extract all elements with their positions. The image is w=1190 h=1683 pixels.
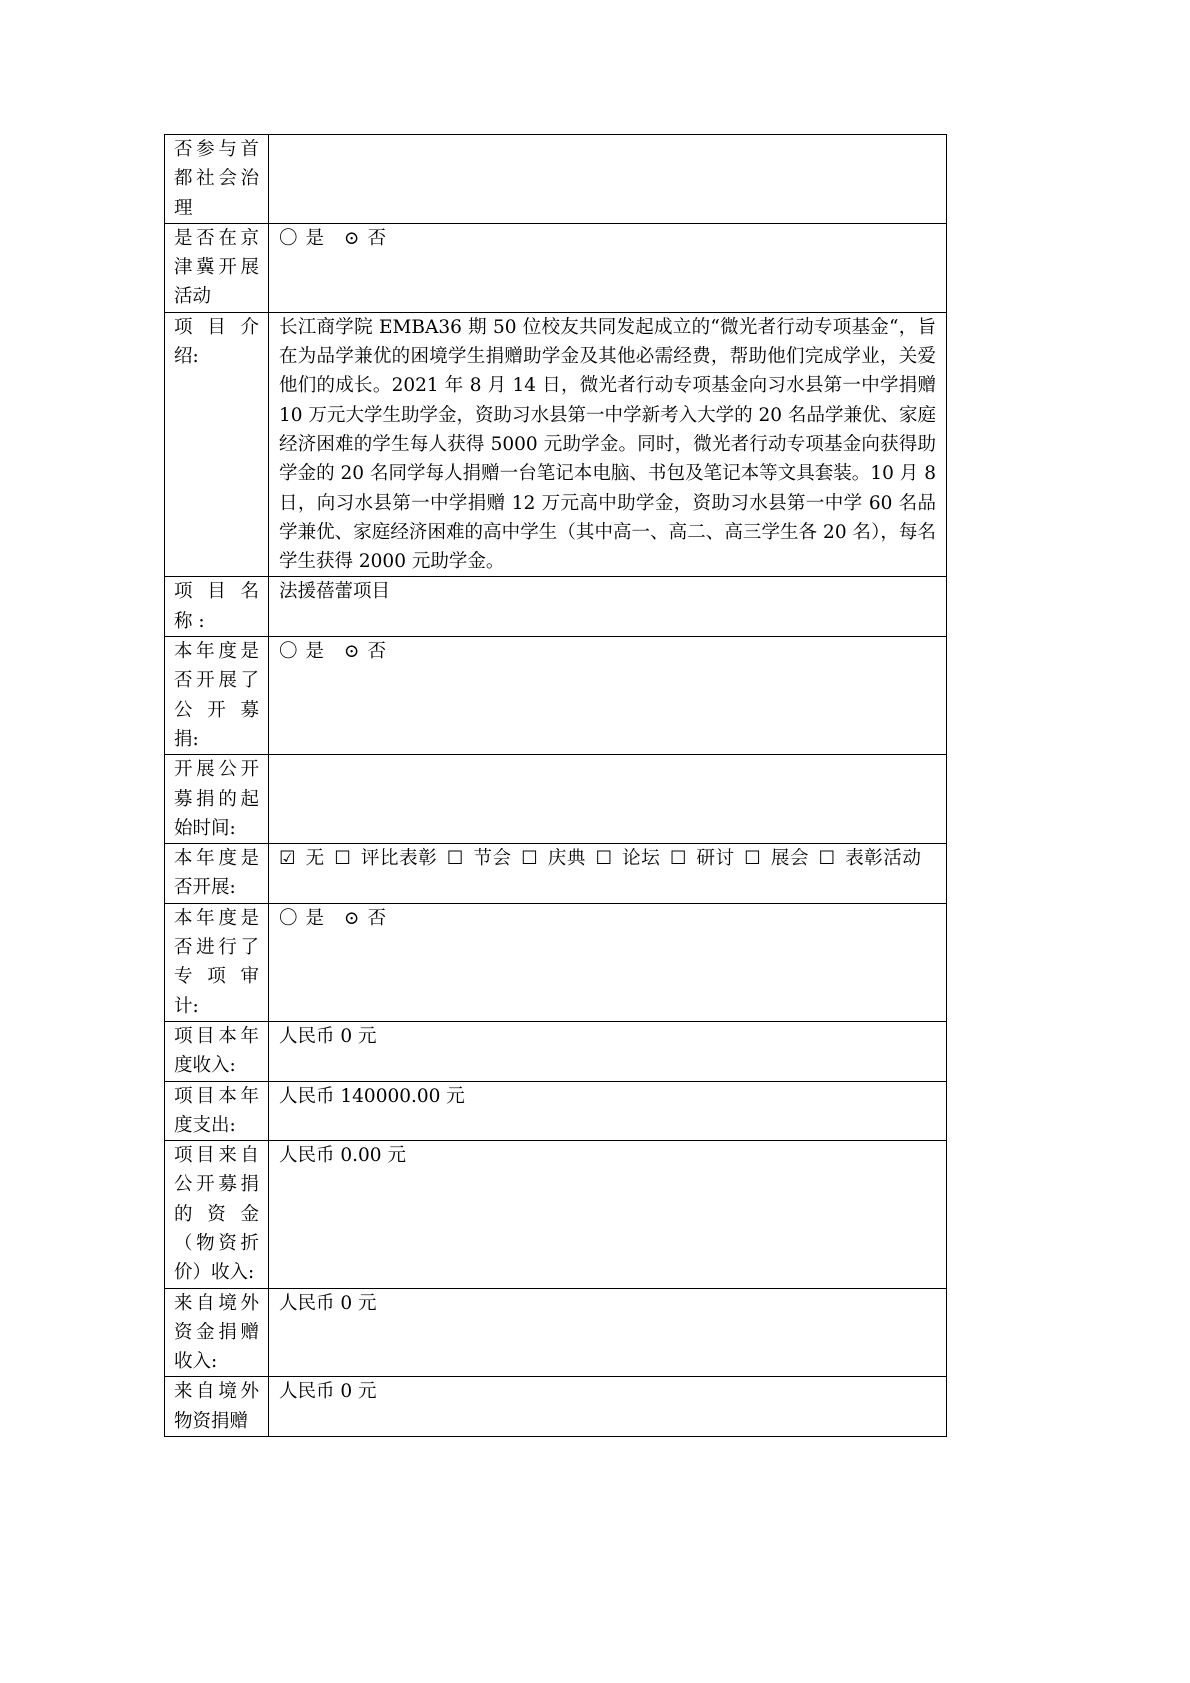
label-line: 称 :	[174, 610, 205, 632]
row-label	[165, 844, 269, 904]
label-line: （物资折	[174, 1232, 259, 1254]
row-annual-income	[165, 1021, 947, 1081]
row-label	[165, 1288, 269, 1377]
label-line: 活动	[174, 286, 212, 308]
row-label	[165, 223, 269, 312]
row-capital-social-governance	[165, 135, 947, 224]
label-line: 的 资 金	[174, 1203, 259, 1225]
overseas-material-donation-value: 人民币 0 元	[269, 1377, 947, 1437]
option-label: 是	[305, 227, 325, 249]
label-line: 资金捐赠	[174, 1321, 259, 1343]
option-label: 否	[367, 227, 386, 249]
row-project-intro	[165, 312, 947, 577]
radio-option-no[interactable]	[344, 641, 386, 662]
label-line: 本年度是	[174, 907, 259, 929]
label-line: 否开展:	[174, 877, 236, 899]
label-line: 项目本年	[174, 1085, 259, 1107]
label-line: 来自境外	[174, 1381, 259, 1403]
row-jingjinji-activity	[165, 223, 947, 312]
row-fundraising-start-time	[165, 755, 947, 844]
project-info-table	[164, 134, 947, 1437]
row-overseas-fund-donation	[165, 1288, 947, 1377]
row-label	[165, 1021, 269, 1081]
public-fundraising-income-value: 人民币 0.00 元	[269, 1141, 947, 1288]
row-label	[165, 1141, 269, 1288]
label-line: 本年度是	[174, 641, 259, 663]
label-line: 否参与首	[174, 139, 259, 160]
radio-option-yes[interactable]	[279, 641, 324, 662]
radio-unselected-icon: 〇	[279, 227, 298, 249]
label-line: 项 目 名	[174, 581, 259, 603]
row-project-name	[165, 577, 947, 637]
row-label	[165, 135, 269, 224]
row-value	[269, 135, 947, 224]
row-special-audit	[165, 903, 947, 1021]
row-value	[269, 903, 947, 1021]
label-line: 绍:	[174, 346, 199, 368]
row-activities	[165, 844, 947, 904]
radio-selected-icon: ⊙	[343, 227, 360, 249]
label-line: 专 项 审	[174, 966, 259, 988]
label-line: 度支出:	[174, 1114, 236, 1136]
row-label	[165, 755, 269, 844]
row-label	[165, 1377, 269, 1437]
option-label: 是	[305, 907, 325, 929]
label-line: 项目来自	[174, 1145, 259, 1167]
activity-checkboxes[interactable]: ☑ 无 ☐ 评比表彰 ☐ 节会 ☐ 庆典 ☐ 论坛 ☐ 研讨 ☐ 展会 ☐ 表彰活动	[269, 844, 947, 904]
label-line: 度收入:	[174, 1055, 236, 1077]
radio-unselected-icon: 〇	[279, 641, 298, 663]
label-line: 收入:	[174, 1351, 218, 1373]
label-line: 计:	[174, 995, 199, 1017]
annual-expense-value: 人民币 140000.00 元	[269, 1081, 947, 1141]
row-label	[165, 637, 269, 755]
label-line: 来自境外	[174, 1292, 259, 1314]
label-line: 价）收入:	[174, 1262, 255, 1284]
label-line: 公开募捐	[174, 1174, 259, 1196]
label-line: 津冀开展	[174, 257, 259, 279]
label-line: 始时间:	[174, 817, 236, 839]
project-name-value: 法援蓓蕾项目	[269, 577, 947, 637]
label-line: 否进行了	[174, 937, 259, 959]
radio-selected-icon: ⊙	[343, 641, 360, 663]
annual-income-value: 人民币 0 元	[269, 1021, 947, 1081]
row-value	[269, 755, 947, 844]
row-public-fundraising	[165, 637, 947, 755]
project-intro-text: 长江商学院 EMBA36 期 50 位校友共同发起成立的“微光者行动专项基金“，旨在为品学兼优的困境学生捐赠助学金及其他必需经费，帮助他们完成学业，关爱他们的成长。2021 年 8 月 14 日，微光者行动专项基金向习水县第一中学捐赠 10 万元大学生助学金，资助习水县第一中学新考入大学的 20 名品学兼优、家庭经济困难的学生每人获得 5000 元助学金。同时，微光者行动专项基金向获得助学金的 20 名同学每人捐赠一台笔记本电脑、书包及笔记本等文具套装。10 月 8 日，向习水县第一中学捐赠 12 万元高中助学金，资助习水县第一中学 60 名品学兼优、家庭经济困难的高中学生（其中高一、高二、高三学生各 20 名），每名学生获得 2000 元助学金。	[269, 312, 947, 577]
label-line: 公 开 募	[174, 699, 259, 721]
label-line: 理	[174, 197, 193, 219]
row-overseas-material-donation	[165, 1377, 947, 1437]
row-label	[165, 577, 269, 637]
row-label	[165, 312, 269, 577]
row-value	[269, 637, 947, 755]
radio-option-yes[interactable]	[279, 908, 324, 929]
radio-option-yes[interactable]	[279, 228, 324, 249]
row-annual-expense	[165, 1081, 947, 1141]
label-line: 开展公开	[174, 759, 259, 781]
radio-option-no[interactable]	[344, 228, 386, 249]
radio-selected-icon: ⊙	[343, 907, 360, 929]
radio-option-no[interactable]	[344, 908, 386, 929]
label-line: 本年度是	[174, 848, 259, 870]
label-line: 项 目 介	[174, 316, 259, 338]
label-line: 捐:	[174, 728, 199, 750]
row-label	[165, 903, 269, 1021]
overseas-fund-donation-value: 人民币 0 元	[269, 1288, 947, 1377]
row-label	[165, 1081, 269, 1141]
label-line: 物资捐赠	[174, 1410, 249, 1432]
option-label: 否	[367, 641, 386, 663]
option-label: 是	[305, 641, 325, 663]
row-public-fundraising-income	[165, 1141, 947, 1288]
option-label: 否	[367, 907, 386, 929]
label-line: 募捐的起	[174, 788, 259, 810]
label-line: 都社会治	[174, 168, 259, 190]
label-line: 项目本年	[174, 1025, 259, 1047]
label-line: 是否在京	[174, 227, 259, 249]
radio-unselected-icon: 〇	[279, 907, 298, 929]
label-line: 否开展了	[174, 670, 259, 692]
row-value	[269, 223, 947, 312]
